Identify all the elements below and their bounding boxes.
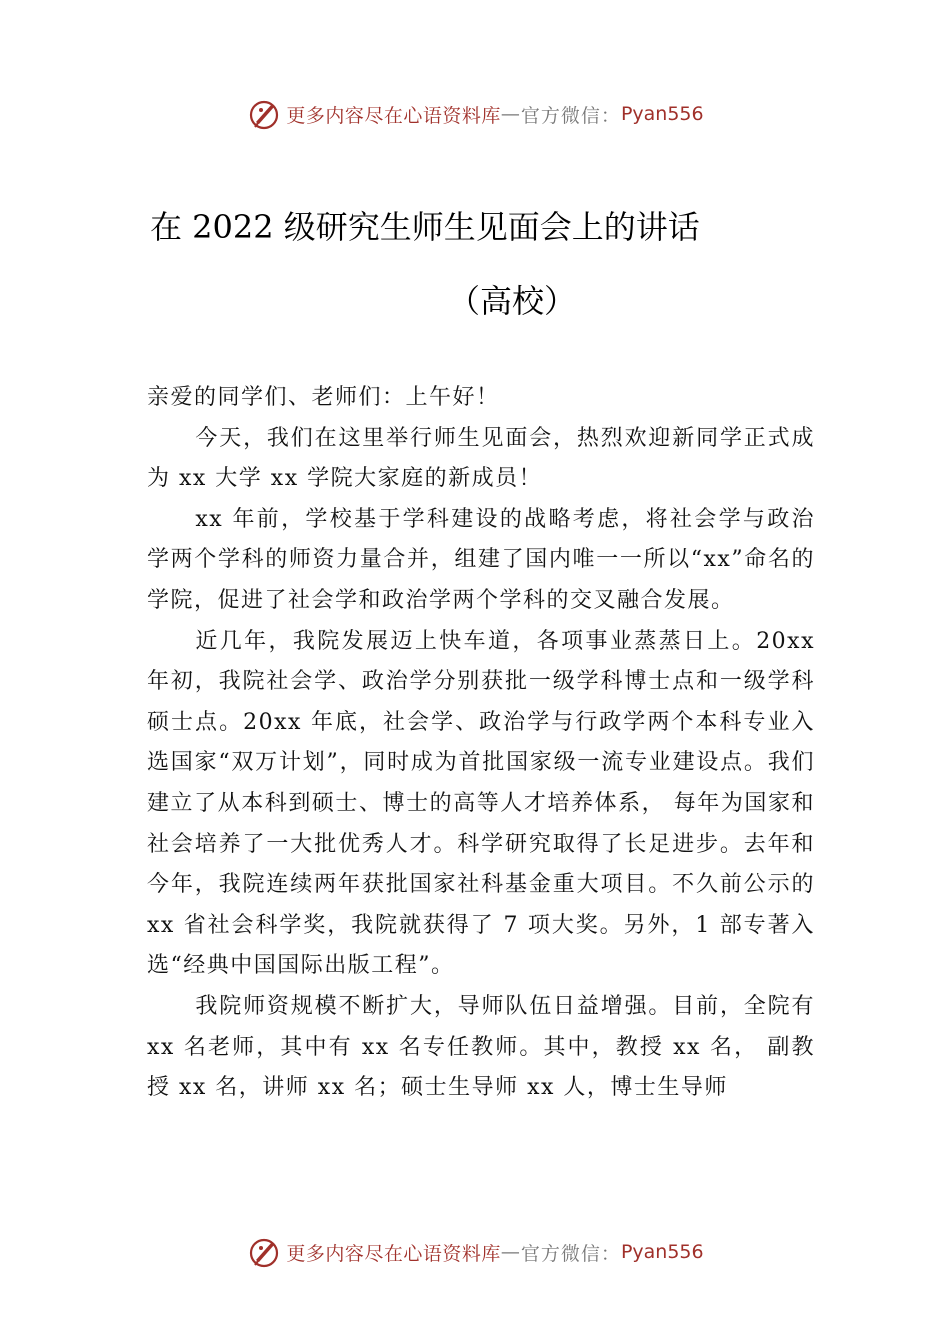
watermark-wechat-id: Pyan556	[620, 103, 704, 125]
body-paragraph: 近几年，我院发展迈上快车道，各项事业蒸蒸日上。20xx 年初，我院社会学、政治学分别获批一级学科博士点和一级学科硕士点。20xx 年底，社会学、政治学与行政学两个本科专业入选国家“双万计划”，同时成为首批国家级一流专业建设点。我们建立了从本科到硕士、博士的高等人才培养体系， 每年为国家和社会培养了一大批优秀人才。科学研究取得了长足进步。去年和今年，我院连续两年获批国家社科基金重大项目。不久前公示的 xx 省社会科学奖，我院就获得了 7 项大奖。另外，1 部专著入选“经典中国国际出版工程”。	[147, 628, 815, 979]
body-paragraph: 我院师资规模不断扩大，导师队伍日益增强。目前，全院有 xx 名老师，其中有 xx 名专任教师。其中，教授 xx 名， 副教授 xx 名，讲师 xx 名；硕士生导师 xx 人，博士生导师	[147, 993, 815, 1101]
watermark-wechat-id: Pyan556	[620, 1241, 704, 1263]
watermark-banner-top	[0, 94, 950, 134]
quill-logo-icon	[246, 96, 282, 132]
quill-logo-icon	[246, 1234, 282, 1270]
greeting: 亲爱的同学们、老师们：上午好！	[147, 385, 500, 410]
watermark-contact-label: 官方微信：	[520, 1242, 621, 1265]
watermark-slogan: 更多内容尽在心语资料库	[286, 1242, 501, 1265]
document-subtitle: （高校）	[448, 282, 577, 320]
body-paragraph: xx 年前，学校基于学科建设的战略考虑，将社会学与政治学两个学科的师资力量合并，组建了国内唯一一所以“xx”命名的学院，促进了社会学和政治学两个学科的交叉融合发展。	[147, 506, 815, 613]
watermark-dash: —	[500, 103, 521, 125]
document-title: 在 2022 级研究生师生见面会上的讲话	[150, 208, 700, 246]
watermark-banner-bottom	[0, 1232, 950, 1272]
body-paragraph: 今天，我们在这里举行师生见面会，热烈欢迎新同学正式成为 xx 大学 xx 学院大家庭的新成员！	[147, 425, 815, 492]
watermark-dash: —	[500, 1241, 521, 1263]
document-body	[147, 378, 815, 1109]
watermark-slogan: 更多内容尽在心语资料库	[286, 104, 501, 127]
watermark-contact-label: 官方微信：	[520, 104, 621, 127]
